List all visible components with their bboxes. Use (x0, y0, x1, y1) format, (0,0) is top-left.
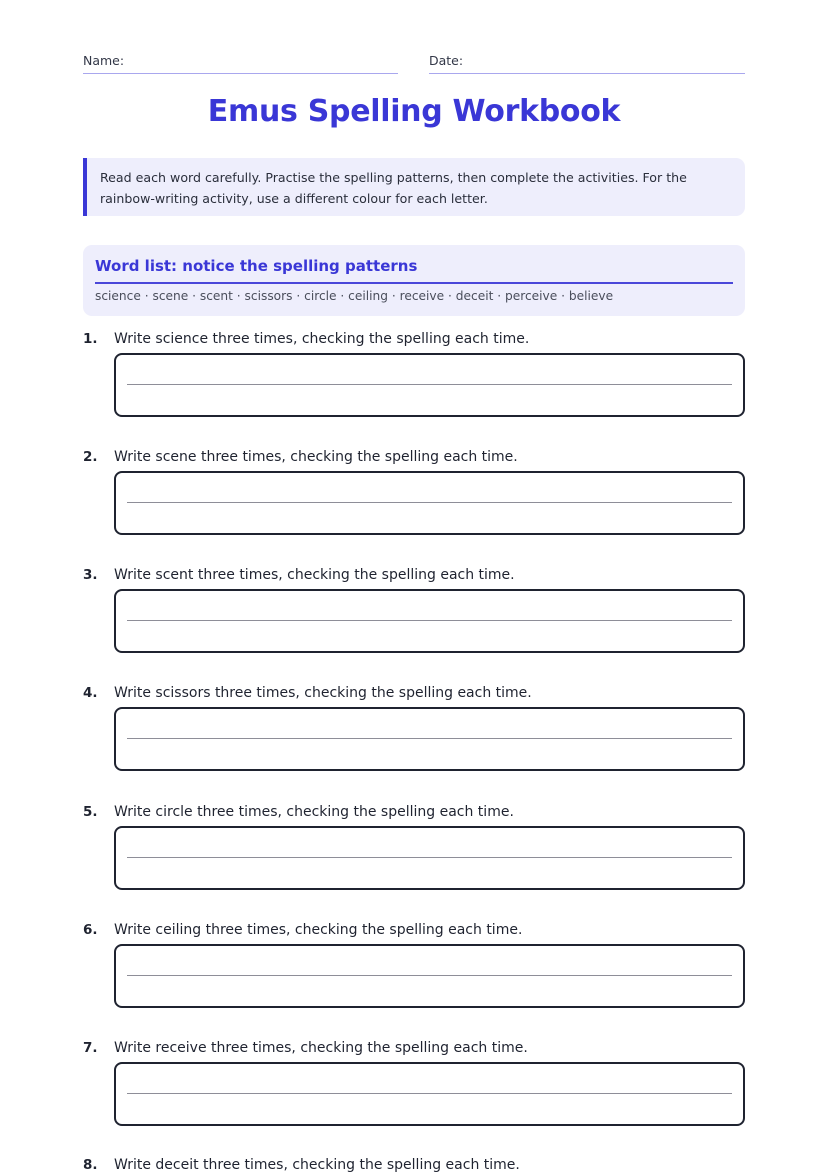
question-number: 6. (83, 922, 98, 938)
writing-line (127, 502, 732, 503)
word-list-title: Word list: notice the spelling patterns (95, 256, 733, 284)
question-number: 1. (83, 331, 98, 347)
question-6 (83, 922, 745, 1012)
question-text: Write scene three times, checking the spelling each time. (114, 449, 518, 465)
answer-box[interactable] (114, 707, 745, 771)
name-field[interactable] (83, 53, 398, 74)
question-number: 4. (83, 685, 98, 701)
word-list-panel (83, 245, 745, 316)
writing-line (127, 384, 732, 385)
question-number: 8. (83, 1157, 98, 1173)
answer-box[interactable] (114, 471, 745, 535)
question-number: 2. (83, 449, 98, 465)
date-field[interactable] (429, 53, 745, 74)
answer-box[interactable] (114, 826, 745, 890)
question-text: Write scissors three times, checking the spelling each time. (114, 685, 532, 701)
question-text: Write receive three times, checking the spelling each time. (114, 1040, 528, 1056)
question-text: Write science three times, checking the spelling each time. (114, 331, 530, 347)
writing-line (127, 738, 732, 739)
instructions-box (83, 158, 745, 216)
question-4 (83, 685, 745, 775)
name-label: Name: (83, 53, 125, 68)
question-5 (83, 804, 745, 894)
question-7 (83, 1040, 745, 1130)
page-title: Emus Spelling Workbook (207, 94, 621, 129)
question-1 (83, 331, 745, 421)
header-fields (83, 53, 745, 75)
writing-line (127, 857, 732, 858)
question-3 (83, 567, 745, 657)
question-text: Write ceiling three times, checking the spelling each time. (114, 922, 523, 938)
word-list-words: science · scene · scent · scissors · circle · ceiling · receive · deceit · perceive · believe (95, 289, 614, 303)
answer-box[interactable] (114, 944, 745, 1008)
question-text: Write scent three times, checking the spelling each time. (114, 567, 515, 583)
question-8 (83, 1157, 745, 1171)
question-text: Write circle three times, checking the spelling each time. (114, 804, 514, 820)
question-number: 3. (83, 567, 98, 583)
question-2 (83, 449, 745, 539)
writing-line (127, 620, 732, 621)
answer-box[interactable] (114, 589, 745, 653)
writing-line (127, 975, 732, 976)
writing-line (127, 1093, 732, 1094)
answer-box[interactable] (114, 353, 745, 417)
question-number: 5. (83, 804, 98, 820)
instructions-text: Read each word carefully. Practise the spelling patterns, then complete the activities. For the rainbow-writing activity, use a different colour for each letter. (100, 170, 687, 206)
question-text: Write deceit three times, checking the spelling each time. (114, 1157, 520, 1173)
date-label: Date: (429, 53, 464, 68)
question-number: 7. (83, 1040, 98, 1056)
answer-box[interactable] (114, 1062, 745, 1126)
